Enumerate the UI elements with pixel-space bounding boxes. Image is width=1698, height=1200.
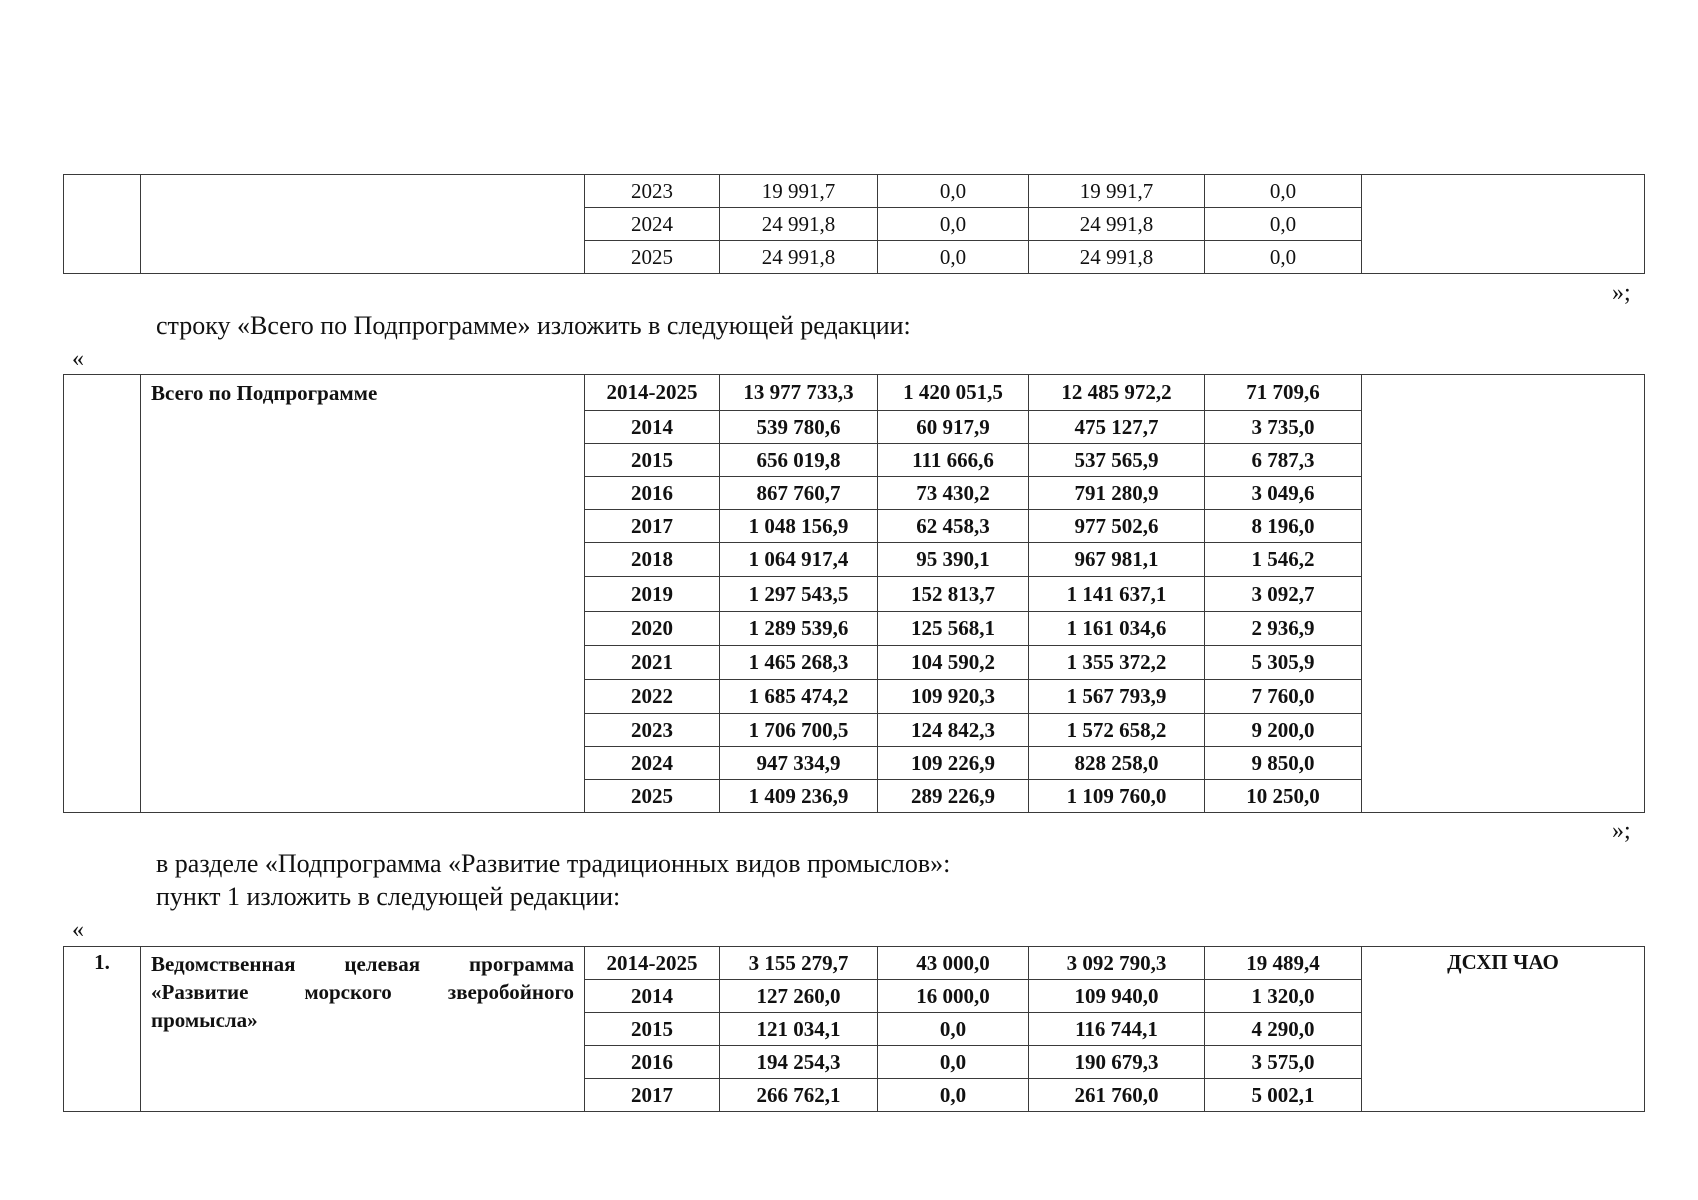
value-cell: 109 940,0 [1029, 980, 1205, 1013]
value-cell: 3 092 790,3 [1029, 947, 1205, 980]
year-cell: 2015 [585, 1013, 720, 1046]
year-cell: 2018 [585, 543, 720, 577]
value-cell: 3 155 279,7 [720, 947, 878, 980]
program-name-line: «Развитие морского зверобойного [151, 980, 574, 1004]
instruction-line: в разделе «Подпрограмма «Развитие традиционных видов промыслов»: [156, 849, 951, 878]
value-cell: 116 744,1 [1029, 1013, 1205, 1046]
year-cell: 2022 [585, 680, 720, 714]
value-cell: 95 390,1 [878, 543, 1029, 577]
year-cell: 2023 [585, 175, 720, 208]
value-cell: 0,0 [1205, 208, 1362, 241]
value-cell: 1 161 034,6 [1029, 612, 1205, 646]
value-cell: 0,0 [1205, 241, 1362, 274]
value-cell: 24 991,8 [1029, 208, 1205, 241]
value-cell: 4 290,0 [1205, 1013, 1362, 1046]
value-cell: 947 334,9 [720, 747, 878, 780]
value-cell: 475 127,7 [1029, 411, 1205, 444]
value-cell: 10 250,0 [1205, 780, 1362, 813]
opening-quote: « [72, 917, 84, 943]
value-cell: 190 679,3 [1029, 1046, 1205, 1079]
program-name [141, 947, 585, 1112]
year-cell: 2025 [585, 241, 720, 274]
value-cell: 828 258,0 [1029, 747, 1205, 780]
value-cell: 0,0 [878, 175, 1029, 208]
value-cell: 791 280,9 [1029, 477, 1205, 510]
value-cell: 71 709,6 [1205, 375, 1362, 411]
continuation-table [63, 174, 1645, 274]
value-cell: 0,0 [1205, 175, 1362, 208]
year-cell: 2017 [585, 510, 720, 543]
value-cell: 1 048 156,9 [720, 510, 878, 543]
program-name-line: промысла» [151, 1008, 258, 1032]
item-1-table [63, 946, 1645, 1112]
value-cell: 539 780,6 [720, 411, 878, 444]
value-cell: 24 991,8 [720, 208, 878, 241]
instruction-line: пункт 1 изложить в следующей редакции: [156, 882, 621, 911]
value-cell: 537 565,9 [1029, 444, 1205, 477]
value-cell: 62 458,3 [878, 510, 1029, 543]
value-cell: 19 489,4 [1205, 947, 1362, 980]
value-cell: 109 920,3 [878, 680, 1029, 714]
value-cell: 125 568,1 [878, 612, 1029, 646]
year-cell: 2024 [585, 747, 720, 780]
year-cell: 2015 [585, 444, 720, 477]
empty-cell [141, 175, 585, 274]
instruction-line: строку «Всего по Подпрограмме» изложить в следующей редакции: [156, 311, 911, 340]
value-cell: 9 850,0 [1205, 747, 1362, 780]
value-cell: 1 572 658,2 [1029, 714, 1205, 747]
value-cell: 24 991,8 [1029, 241, 1205, 274]
value-cell: 1 289 539,6 [720, 612, 878, 646]
value-cell: 289 226,9 [878, 780, 1029, 813]
item-number: 1. [64, 947, 141, 1112]
value-cell: 3 049,6 [1205, 477, 1362, 510]
year-cell: 2023 [585, 714, 720, 747]
year-cell: 2025 [585, 780, 720, 813]
empty-cell [1362, 175, 1645, 274]
value-cell: 1 546,2 [1205, 543, 1362, 577]
value-cell: 60 917,9 [878, 411, 1029, 444]
value-cell: 656 019,8 [720, 444, 878, 477]
value-cell: 127 260,0 [720, 980, 878, 1013]
year-cell: 2019 [585, 577, 720, 612]
table-row [64, 375, 1645, 411]
year-cell: 2014-2025 [585, 375, 720, 411]
value-cell: 121 034,1 [720, 1013, 878, 1046]
value-cell: 9 200,0 [1205, 714, 1362, 747]
closing-quote: »; [1612, 818, 1631, 844]
value-cell: 1 141 637,1 [1029, 577, 1205, 612]
value-cell: 43 000,0 [878, 947, 1029, 980]
value-cell: 0,0 [878, 1013, 1029, 1046]
value-cell: 0,0 [878, 1046, 1029, 1079]
year-cell: 2016 [585, 1046, 720, 1079]
year-cell: 2021 [585, 646, 720, 680]
value-cell: 5 305,9 [1205, 646, 1362, 680]
value-cell: 266 762,1 [720, 1079, 878, 1112]
value-cell: 194 254,3 [720, 1046, 878, 1079]
value-cell: 867 760,7 [720, 477, 878, 510]
value-cell: 3 735,0 [1205, 411, 1362, 444]
table-row [64, 175, 1645, 208]
table-row [64, 947, 1645, 980]
value-cell: 13 977 733,3 [720, 375, 878, 411]
closing-quote: »; [1612, 280, 1631, 306]
value-cell: 1 567 793,9 [1029, 680, 1205, 714]
empty-cell [64, 375, 141, 813]
value-cell: 73 430,2 [878, 477, 1029, 510]
value-cell: 1 320,0 [1205, 980, 1362, 1013]
value-cell: 7 760,0 [1205, 680, 1362, 714]
value-cell: 1 064 917,4 [720, 543, 878, 577]
value-cell: 12 485 972,2 [1029, 375, 1205, 411]
value-cell: 967 981,1 [1029, 543, 1205, 577]
year-cell: 2014 [585, 411, 720, 444]
value-cell: 1 297 543,5 [720, 577, 878, 612]
value-cell: 6 787,3 [1205, 444, 1362, 477]
empty-cell [64, 175, 141, 274]
value-cell: 1 420 051,5 [878, 375, 1029, 411]
year-cell: 2020 [585, 612, 720, 646]
value-cell: 111 666,6 [878, 444, 1029, 477]
value-cell: 16 000,0 [878, 980, 1029, 1013]
row-label: Всего по Подпрограмме [141, 375, 585, 813]
value-cell: 1 706 700,5 [720, 714, 878, 747]
value-cell: 2 936,9 [1205, 612, 1362, 646]
value-cell: 1 465 268,3 [720, 646, 878, 680]
subprogram-total-table [63, 374, 1645, 813]
value-cell: 19 991,7 [1029, 175, 1205, 208]
value-cell: 261 760,0 [1029, 1079, 1205, 1112]
value-cell: 152 813,7 [878, 577, 1029, 612]
value-cell: 977 502,6 [1029, 510, 1205, 543]
program-name-line: Ведомственная целевая программа [151, 952, 574, 976]
year-cell: 2024 [585, 208, 720, 241]
value-cell: 3 092,7 [1205, 577, 1362, 612]
year-cell: 2017 [585, 1079, 720, 1112]
year-cell: 2016 [585, 477, 720, 510]
opening-quote: « [72, 346, 84, 372]
value-cell: 104 590,2 [878, 646, 1029, 680]
value-cell: 8 196,0 [1205, 510, 1362, 543]
value-cell: 0,0 [878, 241, 1029, 274]
value-cell: 24 991,8 [720, 241, 878, 274]
value-cell: 0,0 [878, 208, 1029, 241]
value-cell: 19 991,7 [720, 175, 878, 208]
year-cell: 2014-2025 [585, 947, 720, 980]
value-cell: 109 226,9 [878, 747, 1029, 780]
year-cell: 2014 [585, 980, 720, 1013]
value-cell: 1 355 372,2 [1029, 646, 1205, 680]
responsible-org: ДСХП ЧАО [1362, 947, 1645, 1112]
empty-cell [1362, 375, 1645, 813]
value-cell: 0,0 [878, 1079, 1029, 1112]
value-cell: 3 575,0 [1205, 1046, 1362, 1079]
value-cell: 1 109 760,0 [1029, 780, 1205, 813]
value-cell: 1 409 236,9 [720, 780, 878, 813]
value-cell: 1 685 474,2 [720, 680, 878, 714]
value-cell: 124 842,3 [878, 714, 1029, 747]
value-cell: 5 002,1 [1205, 1079, 1362, 1112]
